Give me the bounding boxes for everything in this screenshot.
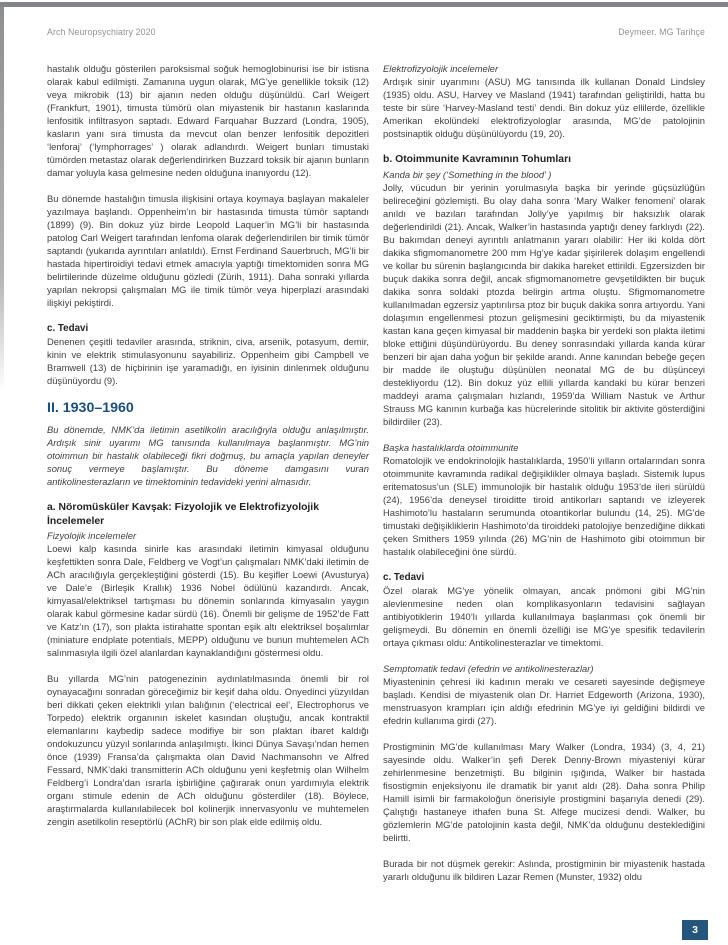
run-in-heading-baska-hastaliklarda: Başka hastalıklarda otoimmunite (383, 441, 519, 453)
section-intro-paragraph: Bu dönemde, NMK’da iletimin asetilkolin aracılığıyla olduğu anlaşılmıştır. Ardışık sinir uyarımı MG tanısında kullanılmaya başlanmıştır. MG’nin otoimmun bir hastalık olabileceği fikri doğmuş, bu amaçla yapılan deneyler sonuç vermeye başlamıştır. Bu döneme damgasını vuran antikolinesterazların ve timektominin tedavideki yerini almasıdır. (47, 424, 369, 487)
paragraph: Miyasteninin çehresi iki kadının merakı ve cesareti sayesinde değişmeye başladı. Kendisi de miyastenik olan Dr. Harriet Edgeworth (Arizona, 1930), menstruasyon krampları için aldığı efedrinin MG’ye iyi geldiğini bildirdi ve efedrin kullanıma girdi (27). (383, 675, 705, 726)
page-number-badge (682, 920, 708, 940)
journal-name: Arch Neuropsychiatry 2020 (47, 27, 156, 37)
paragraph: Jolly, vücudun bir yerinin yorulmasıyla başka bir yerinde güçsüzlüğün belireceğini gözlemişti. Bu olay daha sonra ‘Mary Walker fenomeni’ olarak anıldı ve bazıları tarafından Jolly’ye yapılmış bir haksızlık olarak değerlendirildi (21). Ancak, Walker’in hastasında yaptığı deney farklıydı (22). Bu bakımdan deneyi ayrıntılı anlatmanın yararı olabilir: Her iki kolda dört dakika sfigmomanometre 200 mm Hg’ye kadar şişirilerek dolaşım engellendi ve kollar bu sürenin başlangıcında bir dakika hareket ettirildi. Egzersizden bir buçuk dakika sonra değil, ancak sfigmomanometre gevşetildikten bir buçuk dakika sonra soldaki ptozda belirgin artma oluştu. Sfigmomanometre kullanılmadan egzersiz yaptırılırsa ptoz bir buçuk dakika sonra artıyordu. Yani dolaşımın engellenmesi ptozun gelişmesini geciktirmişti, bu da miyastenik kastan kana geçen kimyasal bir maddenin başka bir yerdeki son plakta iletimi bloke ettiğini düşündürüyordu. Bu deney sonrasındaki yıllarda kanda kürar benzeri bir ajan daha yoğun bir şekilde arandı. Anne kanından bebeğe geçen bir madde ile oluştuğu düşünülen neonatal MG de bu düşünceyi destekliyordu (12). Bin dokuz yüz ellili yıllarda kandaki bu kürar benzeri maddeyi arama çalışmaları hızlandı, 1959’da William Nastuk ve Arthur Strauss MG kanının kurbağa kas hücrelerinde sitolitik bir aktivite gösterdiğini bildirdiler (23). (383, 181, 705, 427)
run-in-heading-kanda-bir-sey: Kanda bir şey (‘Something in the blood’ ) (383, 168, 552, 180)
article-short-title: Deymeer. MG Tarihçe (618, 27, 705, 37)
paragraph: Bu yıllarda MG’nin patogenezinin aydınlatılmasında önemli bir rol oynayacağını sonradan göreceğimiz bir keşif daha oldu. Onyedinci yüzyıldan beri dikkati çeken elektrikli yılan balığının (‘electrical eel’, Electrophorus ve Torpedo) elektrik organının iskelet kasından oluştuğu, ancak kontraktil elemanlarını kaybedip sadece modifiye bir son plaktan ibaret kaldığı ondokuzuncu yüzyıl sonlarında anlaşılmıştı. İkinci Dünya Savaşı’ndan hemen önce (1939) Fransa’da çalışmakta olan David Nachmansohn ve Alfred Fessard, NMK’daki transmitterin ACh olduğunu yeni keşfetmiş olan Wilhelm Feldberg’i Londra’dan ısrarla işbirliğine çağırarak onun yardımıyla elektrik organı stimule edenin de ACh olduğunu gösterdiler (18). Böylece, araştırmalarda kullanılabilecek bol kolinerjik innervasyonlu ve muhtemelen zengin asetilkolin reseptörlü (AChR) bir son plak elde edilmiş oldu. (47, 673, 369, 827)
page-number: 3 (692, 924, 698, 936)
right-column (383, 62, 705, 896)
subsection-heading-kavsak: a. Nöromüsküler Kavşak: Fizyolojik ve Elektrofizyolojik İncelemeler (47, 502, 319, 527)
page-top-rule (0, 2, 728, 7)
paragraph: Romatolojik ve endokrinolojik hastalıklarda, 1950’li yılların ortalarından sonra otoimmunite kavramında radikal değişiklikler olmaya başladı. Sistemik lupus eritematosus’un (SLE) immunolojik bir hastalık olduğu 1953’de ileri sürüldü (24), 1956’da deneysel tiroiditte tiroid antikorları saptandı ve izleyerek Hashimoto’lu hastaların serumunda otoantikorlar bulundu (14, 25). MG’de timustaki değişikliklerin Hashimoto’da tiroiddeki patolojiye benzediğine dikkati çeken Smithers 1959 yılında (26) MG’nin de Hashimoto gibi otoimmun bir hastalık olabileceğini öne sürdü. (383, 454, 705, 557)
left-column (47, 62, 369, 841)
paragraph: Prostigminin MG’de kullanılması Mary Walker (Londra, 1934) (3, 4, 21) sayesinde oldu. Walker’in şefi Derek Denny-Brown miyasteniyi kürar zehirlenmesine benzetmişti. Bu bilginin ışığında, Walker bir hastada fisostigmin enjeksiyonu ile dramatik bir yanıt aldı (28). Daha sonra Philip Hamill isimli bir farmakoloğun önerisiyle prostigmini başarıyla denedi (29). Çalıştığı hastaneye ithafen buna St. Alfege mucizesi dendi. Walker, bu gözlemlerin MG’de patolojinin kasta değil, NMK’da olduğunu desteklediğini belirtti. (383, 740, 705, 843)
section-heading-1930-1960: II. 1930–1960 (47, 400, 134, 416)
scan-edge-artifact (0, 7, 4, 392)
run-in-heading-fizyolojik: Fizyolojik incelemeler (47, 530, 137, 541)
running-head (47, 27, 705, 37)
run-in-heading-semptomatik: Semptomatik tedavi (efedrin ve antikolinesterazlar) (383, 662, 594, 674)
paragraph: Loewi kalp kasında sinirle kas arasındaki iletimin kimyasal olduğunu keşfettikten sonra Dale, Feldberg ve Vogt’un çalışmaları NMK’daki iletimin de ACh aracılığıyla gerçekleştiğini gösterdi (15). Bu keşifler Loewi (Avusturya) ve Dale’e (Birleşik Krallık) 1936 Nobel ödülünü kazandırdı. Ancak, kimyasal/elektriksel tartışması bu dönemin sonlarında kimyasalın yaygın olarak kabul görmesine kadar sürdü (16). Önemli bir gelişme de 1952’de Fatt ve Katz’ın (17), son plakta istirahatte spontan eşik altı elektriksel boşalımlar (miniature endplate potentials, MEPP) olduğunu ve bunun muhtemelen ACh salınmasıyla ilgili özel alanlardan kaynaklandığını göstermesi oldu. (47, 543, 369, 658)
paragraph: Burada bir not düşmek gerekir: Aslında, prostigminin bir miyastenik hastada yararlı olduğunu ilk bildiren Lazar Remen (Munster, 1932) oldu (383, 857, 705, 882)
paragraph: Özel olarak MG’ye yönelik olmayan, ancak pnömoni gibi MG’nin alevlenmesine neden olan komplikasyonların tedavisini sağlayan antibiyotiklerin 1940’lı yıllarda kullanılmaya başlanması çok önemli bir gelişmeydi. Bu dönemin en önemli özelliği ise MG’ye spesifik tedavilerin ortaya çıkması oldu: Antikolinesterazlar ve timektomi. (383, 584, 705, 648)
paragraph: hastalık olduğu gösterilen paroksismal soğuk hemoglobinurisi ise bir istisna olarak kabul edilmişti. Zamanına uygun olarak, MG’ye genellikle toksik (12) veya mikrobik (13) bir ajanın neden olduğu düşünüldü. Carl Weigert (Frankfurt, 1901), timusta tümörü olan miyastenik bir hastanın kaslarında lenfositik infiltrasyon saptadı. Edward Farquahar Buzzard (Londra, 1905), kasların yanı sıra timusta da mevcut olan benzer lenfositik depozitleri ‘lenforaj’ (‘lymphorrages’ ) olarak adlandırdı. Weigert bunları timustaki tümörden metastaz olarak değerlendirirken Buzzard toksik bir ajanın bunların damar yoluyla kasa gelmesine neden olduğuna inanıyordu (12). (47, 63, 369, 178)
paragraph: Ardışık sinir uyarımını (ASU) MG tanısında ilk kullanan Donald Lindsley (1935) oldu. ASU, Harvey ve Masland (1941) tarafından geliştirildi, hatta bu teste bir süre ‘Harvey-Masland testi’ dendi. Bin dokuz yüz ellilerde, özellikle Amerikan ekolündeki elektrofizyologlar arasında, MG’de patolojinin postsinaptik olduğu düşünülüyordu (19, 20). (383, 76, 705, 139)
subsection-heading-tedavi: c. Tedavi (47, 323, 89, 334)
subsection-heading-otoimmunite: b. Otoimmunite Kavramının Tohumları (383, 154, 572, 165)
paragraph: Bu dönemde hastalığın timusla ilişkisini ortaya koymaya başlayan makaleler yazılmaya başlandı. Oppenheim’ın bir hastasında timusta tümör saptandı (1899) (9). Bin dokuz yüz birde Leopold Laquer’in MG’li bir hastasında patolog Carl Weigert tarafından lenfoma olarak değerlendirilen bir timik tümör saptandı (yukarıda ayrıntıları anlatıldı). Ernst Ferdinand Sauerbruch, MG’li bir hastada hipertiroidiyi tedavi etmek amacıyla yaptığı timektomiden sonra MG belirtilerinde düzelme olduğunu gözledi (Zürih, 1911). Daha sonraki yıllarda yapılan nekropsi çalışmaları MG ile timik tümör veya hiperplazi arasındaki ilişkiyi pekiştirdi. (47, 193, 369, 308)
run-in-heading-elektrofizyolojik: Elektrofizyolojik incelemeler (383, 63, 499, 74)
paragraph: Denenen çeşitli tedaviler arasında, striknin, civa, arsenik, potasyum, demir, kinin ve elektrik stimulasyonunu sayabiliriz. Oppenheim gibi Campbell ve Bramwell (13) de hiçbirinin işe yaramadığı, en iyisinin dinlenmek olduğunu düşünüyordu (9). (47, 336, 369, 386)
subsection-heading-tedavi-right: c. Tedavi (383, 571, 425, 583)
